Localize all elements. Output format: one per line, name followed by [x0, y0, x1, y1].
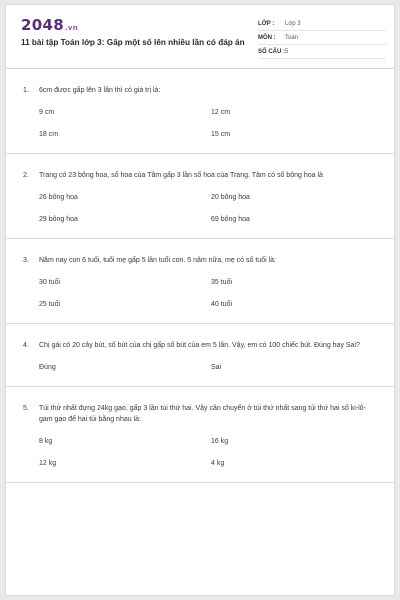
answer-option[interactable]: Sai — [211, 364, 222, 371]
logo-sub: .vn — [64, 24, 79, 32]
answer-option[interactable]: 16 kg — [211, 438, 229, 445]
answer-options — [23, 438, 374, 482]
answer-option[interactable]: 25 tuổi — [39, 301, 61, 308]
answer-option[interactable]: 12 kg — [39, 460, 57, 467]
meta-value: Lớp 3 — [285, 20, 301, 27]
question-number: 1. — [23, 87, 29, 94]
meta-table — [258, 17, 386, 59]
question-text — [23, 340, 374, 351]
question-list — [6, 69, 394, 483]
question-body: 6cm được gấp lên 3 lần thì có giá trị là: — [39, 87, 161, 94]
meta-row-subject — [258, 31, 386, 45]
answer-option[interactable]: 20 bông hoa — [211, 194, 250, 201]
question-text — [23, 85, 374, 96]
site-logo[interactable] — [21, 16, 78, 34]
meta-value: Toán — [285, 34, 299, 41]
question-2 — [6, 154, 394, 239]
answer-options — [23, 279, 374, 323]
question-body: Năm nay con 6 tuổi, tuổi mẹ gấp 5 lần tuổi con. 5 năm nữa, mẹ có số tuổi là: — [39, 257, 276, 264]
answer-options — [23, 364, 374, 386]
question-number: 4. — [23, 342, 29, 349]
answer-option[interactable]: 29 bông hoa — [39, 216, 78, 223]
meta-key: LỚP : — [258, 20, 275, 27]
document-page — [5, 4, 395, 596]
question-5 — [6, 387, 394, 483]
meta-value: 5 — [285, 48, 289, 55]
question-number: 2. — [23, 172, 29, 179]
question-4 — [6, 324, 394, 387]
logo-main: 2048 — [21, 16, 64, 34]
answer-option[interactable]: 4 kg — [211, 460, 225, 467]
answer-options — [23, 109, 374, 153]
answer-option[interactable]: 8 kg — [39, 438, 53, 445]
answer-option[interactable]: 69 bông hoa — [211, 216, 250, 223]
document-header — [6, 5, 394, 69]
question-body: Trang có 23 bông hoa, số hoa của Tâm gấp 3 lần số hoa của Trang. Tâm có số bông hoa là — [39, 172, 323, 179]
question-number: 3. — [23, 257, 29, 264]
answer-option[interactable]: 30 tuổi — [39, 279, 61, 286]
question-text — [23, 403, 374, 425]
meta-row-grade — [258, 17, 386, 31]
question-text — [23, 170, 374, 181]
question-body: Chị gái có 20 cây bút, số bút của chị gấp số bút của em 5 lần. Vậy, em có 100 chiếc bút. Đúng hay Sai? — [39, 342, 360, 349]
meta-row-count — [258, 45, 386, 59]
answer-option[interactable]: 15 cm — [211, 131, 231, 138]
answer-option[interactable]: 40 tuổi — [211, 301, 233, 308]
meta-key: MÔN : — [258, 34, 276, 41]
answer-option[interactable]: 35 tuổi — [211, 279, 233, 286]
question-text — [23, 255, 374, 266]
answer-option[interactable]: 18 cm — [39, 131, 59, 138]
answer-option[interactable]: 26 bông hoa — [39, 194, 78, 201]
meta-key: SỐ CÂU : — [258, 48, 285, 55]
answer-option[interactable]: Đúng — [39, 364, 56, 371]
question-3 — [6, 239, 394, 324]
question-number: 5. — [23, 405, 29, 412]
answer-option[interactable]: 9 cm — [39, 109, 55, 116]
question-body: Túi thứ nhất đựng 24kg gạo, gấp 3 lần túi thứ hai. Vậy cần chuyển ở túi thứ nhất sang túi thứ hai số ki-lô-gam gạo để hai túi bằng nhau là: — [39, 405, 366, 423]
document-title: 11 bài tập Toán lớp 3: Gấp một số lên nhiều lần có đáp án — [21, 38, 245, 47]
answer-option[interactable]: 12 cm — [211, 109, 231, 116]
question-1 — [6, 69, 394, 154]
answer-options — [23, 194, 374, 238]
